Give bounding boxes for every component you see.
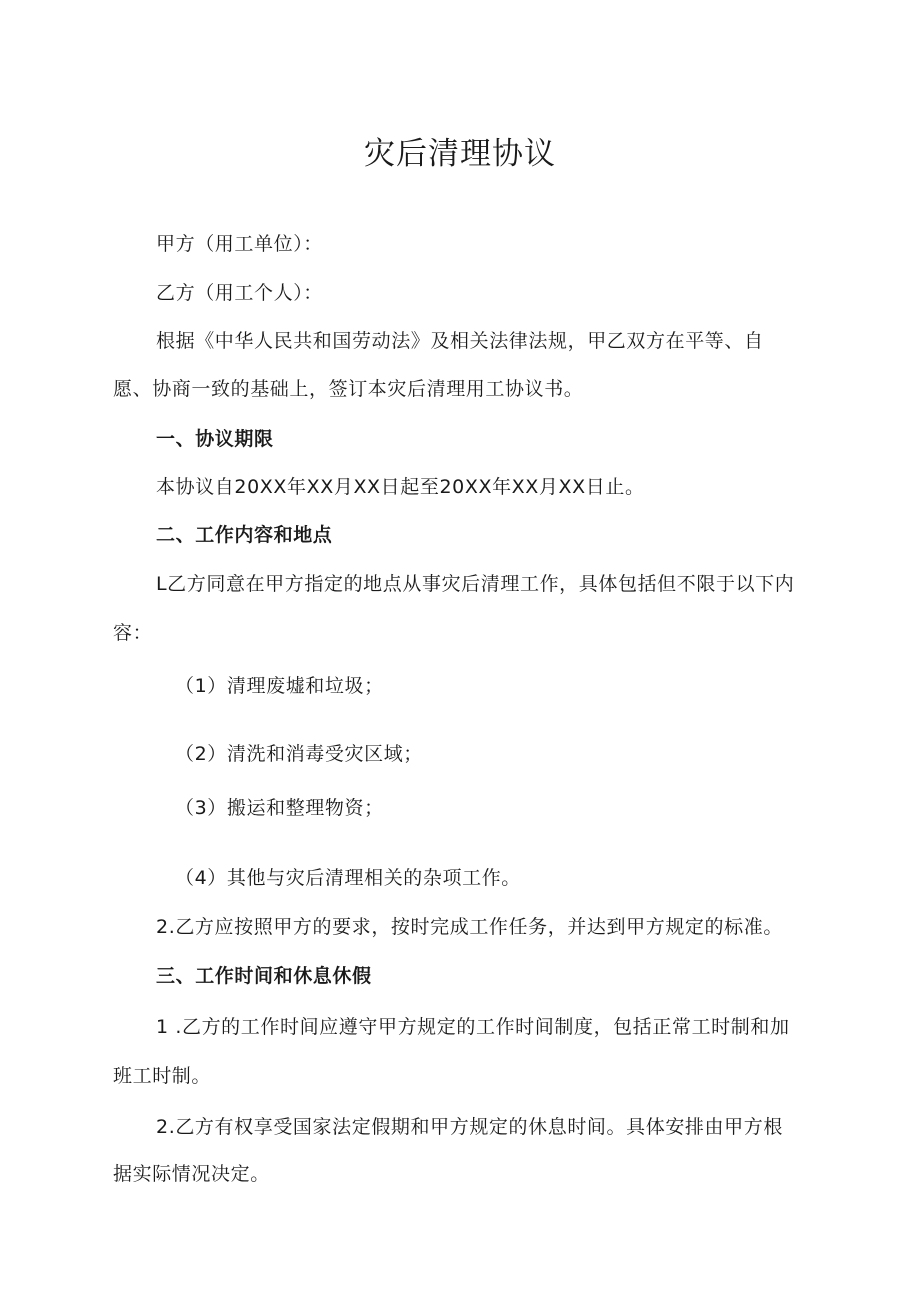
list-item: （4）其他与灾后清理相关的杂项工作。	[175, 867, 521, 889]
section-3-clause-1-line-1: 1 .乙方的工作时间应遵守甲方规定的工作时间制度，包括正常工时制和加	[156, 1016, 790, 1038]
section-3-clause-2-line-1: 2.乙方有权享受国家法定假期和甲方规定的休息时间。具体安排由甲方根	[156, 1116, 783, 1138]
section-2-heading: 二、工作内容和地点	[156, 524, 333, 546]
section-2-clause-2: 2.乙方应按照甲方的要求，按时完成工作任务，并达到甲方规定的标准。	[156, 916, 783, 938]
preamble-line-1: 根据《中华人民共和国劳动法》及相关法律法规，甲乙双方在平等、自	[156, 330, 764, 352]
preamble-line-2: 愿、协商一致的基础上，签订本灾后清理用工协议书。	[113, 378, 584, 400]
section-2-clause-1-line-2: 容：	[113, 622, 153, 644]
list-item: （1）清理废墟和垃圾；	[175, 675, 384, 697]
document-title: 灾后清理协议	[364, 136, 556, 172]
section-1-text: 本协议自20XX年XX月XX日起至20XX年XX月XX日止。	[156, 476, 645, 498]
party-a-line: 甲方（用工单位）：	[156, 233, 323, 255]
section-1-heading: 一、协议期限	[156, 428, 274, 450]
section-3-clause-1-line-2: 班工时制。	[113, 1065, 212, 1087]
section-3-heading: 三、工作时间和休息休假	[156, 965, 372, 987]
party-b-line: 乙方（用工个人）：	[156, 282, 323, 304]
section-2-clause-1-line-1: L乙方同意在甲方指定的地点从事灾后清理工作，具体包括但不限于以下内	[156, 573, 795, 595]
list-item: （2）清洗和消毒受灾区域；	[175, 743, 423, 765]
section-3-clause-2-line-2: 据实际情况决定。	[113, 1163, 270, 1185]
list-item: （3）搬运和整理物资；	[175, 797, 384, 819]
